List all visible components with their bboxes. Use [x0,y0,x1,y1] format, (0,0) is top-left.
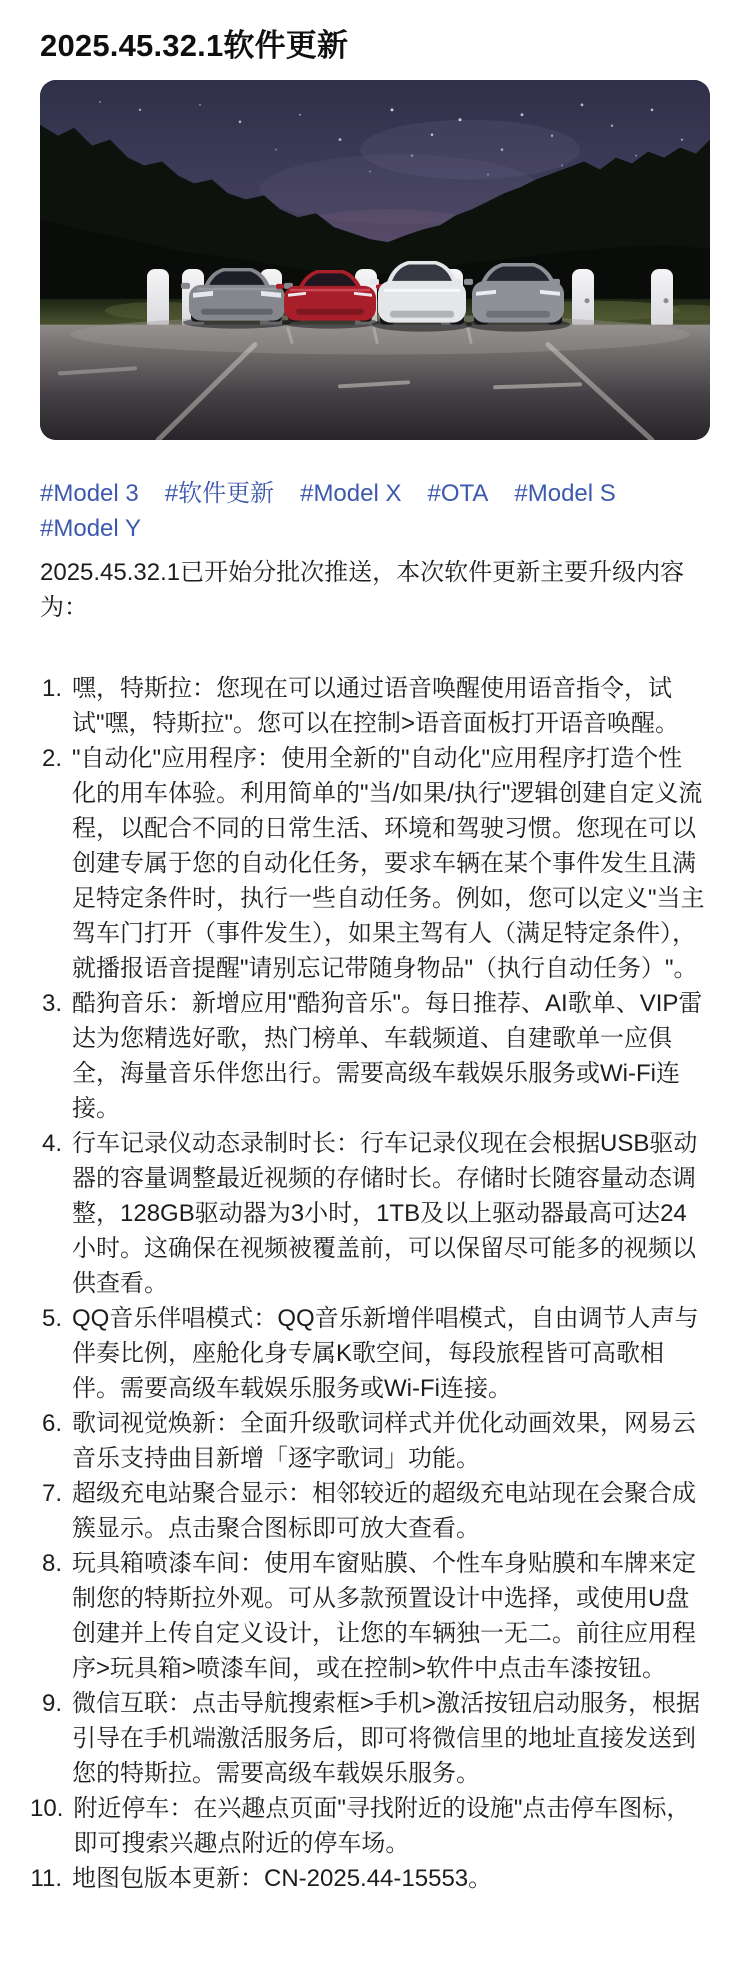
item-text: 玩具箱喷漆车间：使用车窗贴膜、个性车身贴膜和车牌来定制您的特斯拉外观。可从多款预置设计中选择，或使用U盘创建并上传自定义设计，让您的车辆独一无二。前往应用程序>玩具箱>喷漆车间，或在控制>软件中点击车漆按钮。 [72,1550,696,1682]
item-number: 1. [41,675,62,702]
item-text: 歌词视觉焕新：全面升级歌词样式并优化动画效果，网易云音乐支持曲目新增「逐字歌词」功能。 [72,1410,696,1472]
item-text: 行车记录仪动态录制时长：行车记录仪现在会根据USB驱动器的容量调整最近视频的存储时长。存储时长随容量动态调整，128GB驱动器为3小时，1TB及以上驱动器最高可达24小时。这确保在视频被覆盖前，可以保留尽可能多的视频以供查看。 [72,1130,698,1297]
item-number: 6. [41,1410,62,1437]
item-text: QQ音乐伴唱模式：QQ音乐新增伴唱模式，自由调节人声与伴奏比例，座舱化身专属K歌空间，每段旅程皆可高歌相伴。需要高级车载娱乐服务或Wi-Fi连接。 [72,1305,699,1402]
release-note-item [40,1406,710,1476]
hero-photo-graphic [40,80,710,440]
release-note-item [40,1126,710,1301]
update-post [0,26,750,1896]
item-number: 10. [30,1795,64,1822]
release-note-item [40,671,710,741]
hero-image [40,80,710,440]
item-number: 3. [41,990,62,1017]
release-notes-list [30,671,710,1896]
release-note-item [40,741,710,986]
hashtag-row [40,476,710,511]
hashtag[interactable]: #Model S [514,480,616,507]
item-text: 超级充电站聚合显示：相邻较近的超级充电站现在会聚合成簇显示。点击聚合图标即可放大查看。 [72,1480,696,1542]
hashtag[interactable]: #Model 3 [40,480,139,507]
item-text: 酷狗音乐：新增应用"酷狗音乐"。每日推荐、AI歌单、VIP雷达为您精选好歌，热门榜单、车载频道、自建歌单一应俱全，海量音乐伴您出行。需要高级车载娱乐服务或Wi-Fi连接。 [72,990,703,1122]
release-note-item [30,1861,710,1896]
release-note-item [40,1546,710,1686]
hashtag[interactable]: #Model Y [40,515,141,542]
item-number: 8. [41,1550,62,1577]
hashtag[interactable]: #Model X [300,480,402,507]
hashtag-list [40,476,710,546]
item-number: 5. [41,1305,62,1332]
hashtag-row [40,511,710,546]
hashtag[interactable]: #OTA [427,480,489,507]
release-note-item [30,1791,710,1861]
item-number: 4. [41,1130,62,1157]
item-number: 2. [41,745,62,772]
page-title: 2025.45.32.1软件更新 [40,28,349,63]
item-text: "自动化"应用程序：使用全新的"自动化"应用程序打造个性化的用车体验。利用简单的"当/如果/执行"逻辑创建自定义流程，以配合不同的日常生活、环境和驾驶习惯。您现在可以创建专属于您的自动化任务，要求车辆在某个事件发生且满足特定条件时，执行一些自动任务。例如，您可以定义"当主驾车门打开（事件发生），如果主驾有人（满足特定条件），就播报语音提醒"请别忘记带随身物品"（执行自动任务）"。 [72,745,705,982]
release-note-item [40,1476,710,1546]
item-number: 9. [41,1690,62,1717]
release-note-item [40,986,710,1126]
release-note-item [40,1686,710,1791]
item-text: 地图包版本更新：CN-2025.44-15553。 [72,1865,493,1892]
item-text: 微信互联：点击导航搜索框>手机>激活按钮启动服务，根据引导在手机端激活服务后，即可将微信里的地址直接发送到您的特斯拉。需要高级车载娱乐服务。 [72,1690,701,1787]
item-number: 11. [30,1865,62,1892]
item-text: 附近停车：在兴趣点页面"寻找附近的设施"点击停车图标，即可搜索兴趣点附近的停车场。 [73,1795,691,1857]
intro-text: 2025.45.32.1已开始分批次推送，本次软件更新主要升级内容为： [40,559,685,621]
item-number: 7. [41,1480,62,1507]
hashtag[interactable]: #软件更新 [164,480,275,507]
item-text: 嘿，特斯拉：您现在可以通过语音唤醒使用语音指令，试试"嘿，特斯拉"。您可以在控制>语音面板打开语音唤醒。 [72,675,680,737]
release-note-item [40,1301,710,1406]
